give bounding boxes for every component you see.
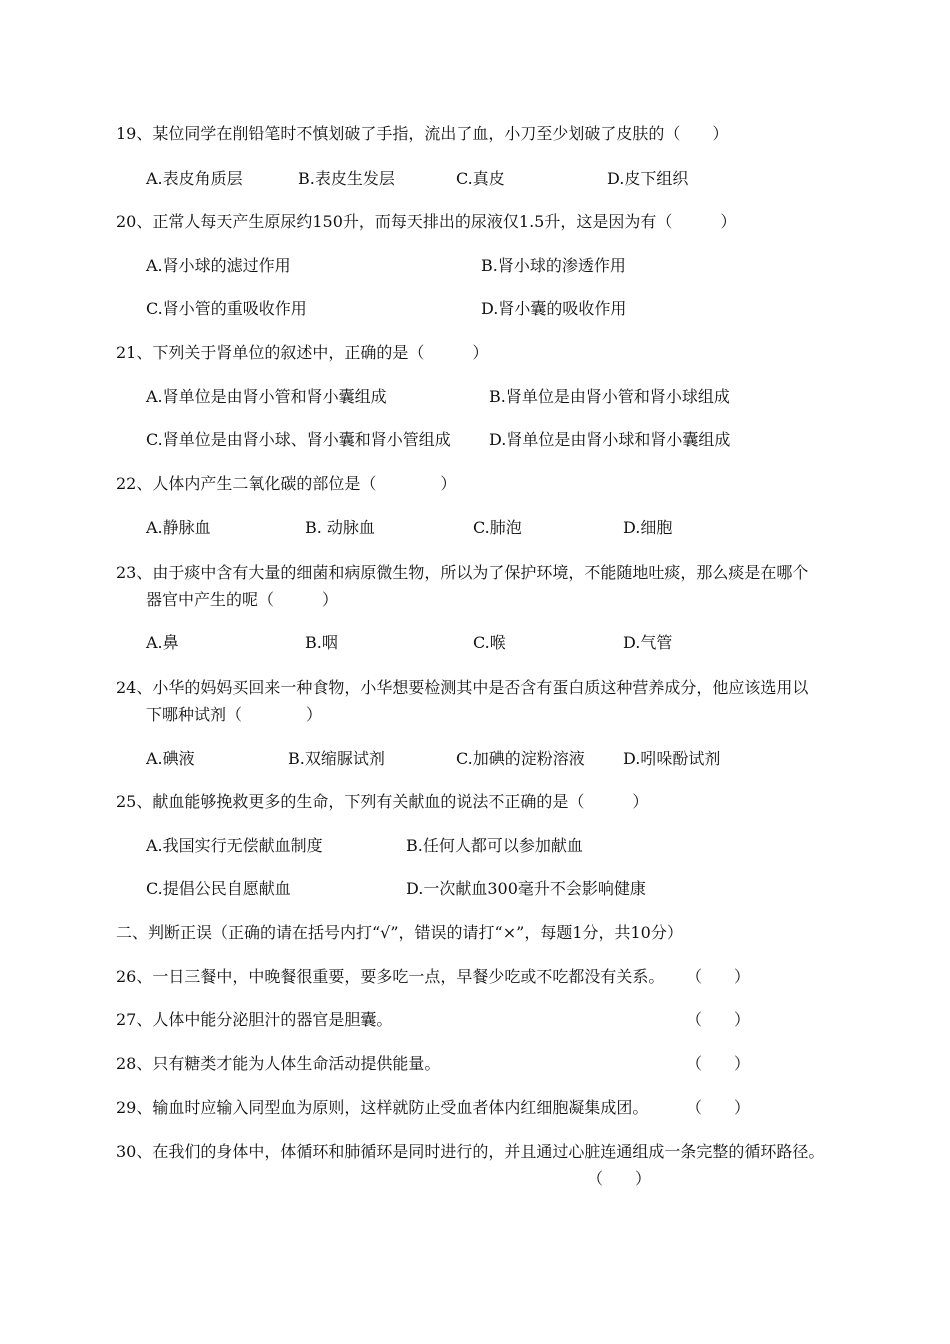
q19-option-d: D.皮下组织 xyxy=(607,169,689,188)
q21-option-b: B.肾单位是由肾小管和肾小球组成 xyxy=(489,387,730,406)
question-19: 19、某位同学在削铅笔时不慎划破了手指，流出了血，小刀至少划破了皮肤的（ ） xyxy=(116,124,729,143)
q23-option-b: B.咽 xyxy=(305,633,338,652)
question-23: 23、由于痰中含有大量的细菌和病原微生物，所以为了保护环境，不能随地吐痰，那么痰是在哪个 xyxy=(116,563,809,582)
q24-option-c: C.加碘的淀粉溶液 xyxy=(456,749,585,768)
q20-option-d: D.肾小囊的吸收作用 xyxy=(481,299,627,318)
q19-option-a: A.表皮角质层 xyxy=(146,169,243,188)
q25-option-b: B.任何人都可以参加献血 xyxy=(406,836,583,855)
q22-option-b: B. 动脉血 xyxy=(305,518,375,537)
judgement-30: 30、在我们的身体中，体循环和肺循环是同时进行的，并且通过心脏连通组成一条完整的循环路径。 xyxy=(116,1142,825,1161)
q19-option-c: C.真皮 xyxy=(456,169,505,188)
q20-option-b: B.肾小球的渗透作用 xyxy=(481,256,626,275)
q23-option-d: D.气管 xyxy=(623,633,673,652)
q25-option-c: C.提倡公民自愿献血 xyxy=(146,879,291,898)
q24-option-b: B.双缩脲试剂 xyxy=(288,749,385,768)
question-23-continued: 器官中产生的呢（ ） xyxy=(146,590,339,609)
section-2-heading: 二、判断正误（正确的请在括号内打“√”，错误的请打“×”，每题1分，共10分） xyxy=(116,923,683,942)
q25-option-d: D.一次献血300毫升不会影响健康 xyxy=(406,879,646,898)
judgement-28-blank: （ ） xyxy=(686,1054,751,1073)
q22-option-d: D.细胞 xyxy=(623,518,673,537)
q24-option-a: A.碘液 xyxy=(146,749,195,768)
q20-option-a: A.肾小球的滤过作用 xyxy=(146,256,291,275)
judgement-29: 29、输血时应输入同型血为原则，这样就防止受血者体内红细胞凝集成团。 xyxy=(116,1098,649,1117)
q22-option-a: A.静脉血 xyxy=(146,518,211,537)
judgement-27: 27、人体中能分泌胆汁的器官是胆囊。 xyxy=(116,1010,393,1029)
judgement-26: 26、一日三餐中，中晚餐很重要，要多吃一点，早餐少吃或不吃都没有关系。 xyxy=(116,967,665,986)
question-21: 21、下列关于肾单位的叙述中，正确的是（ ） xyxy=(116,343,489,362)
q25-option-a: A.我国实行无偿献血制度 xyxy=(146,836,323,855)
question-20: 20、正常人每天产生原尿约150升，而每天排出的尿液仅1.5升，这是因为有（ ） xyxy=(116,212,737,231)
judgement-30-blank: （ ） xyxy=(587,1169,652,1188)
q20-option-c: C.肾小管的重吸收作用 xyxy=(146,299,307,318)
q21-option-c: C.肾单位是由肾小球、肾小囊和肾小管组成 xyxy=(146,430,451,449)
q21-option-a: A.肾单位是由肾小管和肾小囊组成 xyxy=(146,387,387,406)
judgement-28: 28、只有糖类才能为人体生命活动提供能量。 xyxy=(116,1054,441,1073)
q23-option-c: C.喉 xyxy=(473,633,506,652)
q21-option-d: D.肾单位是由肾小球和肾小囊组成 xyxy=(489,430,731,449)
question-24: 24、小华的妈妈买回来一种食物，小华想要检测其中是否含有蛋白质这种营养成分，他应该选用以 xyxy=(116,678,809,697)
q23-option-a: A.鼻 xyxy=(146,633,179,652)
q22-option-c: C.肺泡 xyxy=(473,518,522,537)
judgement-27-blank: （ ） xyxy=(686,1010,751,1029)
judgement-26-blank: （ ） xyxy=(686,967,751,986)
judgement-29-blank: （ ） xyxy=(686,1098,751,1117)
q24-option-d: D.吲哚酚试剂 xyxy=(623,749,721,768)
question-25: 25、献血能够挽救更多的生命，下列有关献血的说法不正确的是（ ） xyxy=(116,792,649,811)
question-24-continued: 下哪种试剂（ ） xyxy=(146,705,323,724)
question-22: 22、人体内产生二氧化碳的部位是（ ） xyxy=(116,474,457,493)
q19-option-b: B.表皮生发层 xyxy=(298,169,395,188)
